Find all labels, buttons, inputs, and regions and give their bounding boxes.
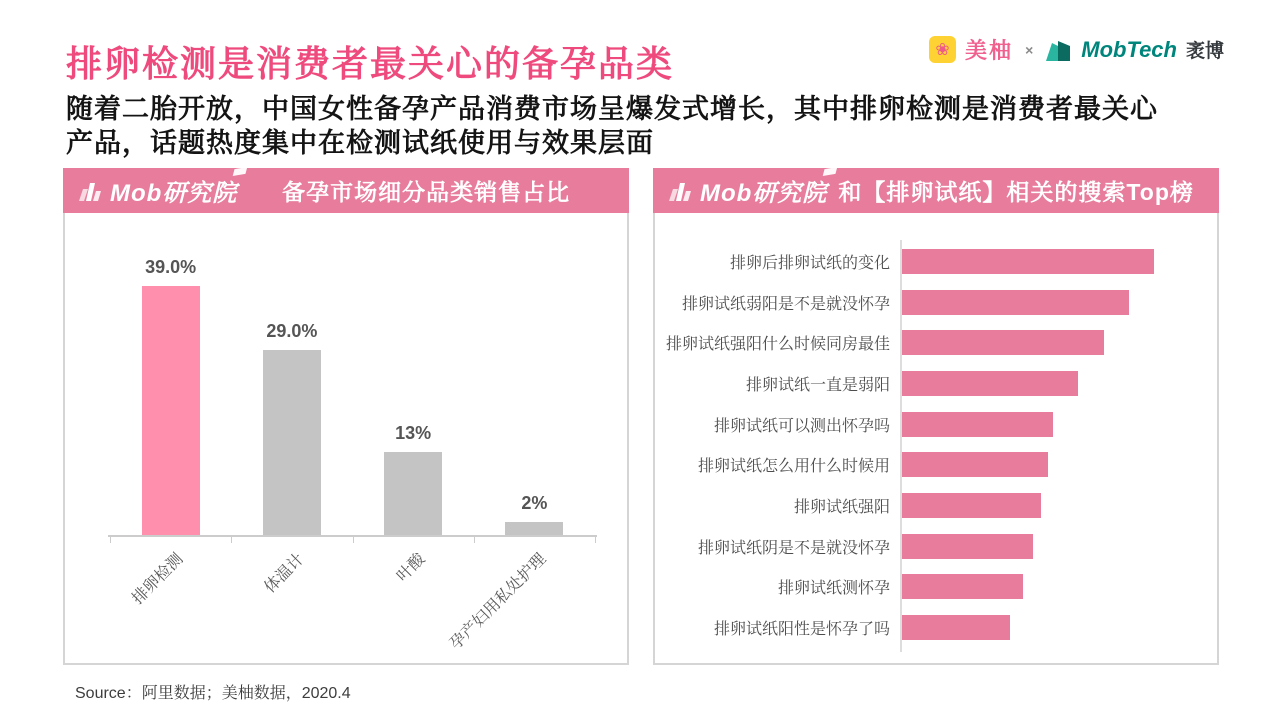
search-row bbox=[655, 404, 1215, 445]
search-label: 排卵试纸弱阳是不是就没怀孕 bbox=[681, 295, 890, 313]
right-panel-body bbox=[653, 213, 1219, 665]
right-panel-header bbox=[653, 168, 1219, 213]
search-bar bbox=[902, 249, 1154, 274]
search-bar bbox=[902, 371, 1078, 396]
search-label: 排卵试纸阳性是怀孕了吗 bbox=[713, 621, 890, 639]
search-bar bbox=[902, 290, 1129, 315]
search-label: 排卵试纸测怀孕 bbox=[777, 580, 890, 598]
bar-value-label: 2% bbox=[521, 493, 548, 513]
left-chart-plot bbox=[110, 213, 595, 654]
source-note: Source：阿里数据；美柚数据，2020.4 bbox=[75, 685, 351, 702]
search-bar bbox=[902, 615, 1010, 640]
bar bbox=[384, 452, 442, 535]
mob-institute-label: Mob研究院 bbox=[700, 180, 828, 207]
search-row bbox=[655, 607, 1215, 648]
axis-tick bbox=[110, 537, 111, 543]
search-label: 排卵试纸强阳 bbox=[793, 498, 890, 516]
search-bar bbox=[902, 412, 1053, 437]
mob-institute-icon bbox=[77, 180, 103, 201]
mob-institute-icon bbox=[667, 180, 693, 201]
search-row bbox=[655, 322, 1215, 363]
mobtech-cn-text: 袤博 bbox=[1185, 41, 1224, 62]
brand-row bbox=[929, 34, 1224, 65]
left-panel-body bbox=[63, 213, 629, 665]
search-label: 排卵试纸强阳什么时候同房最佳 bbox=[665, 336, 890, 354]
search-row bbox=[655, 282, 1215, 323]
search-label: 排卵试纸怎么用什么时候用 bbox=[697, 458, 890, 476]
page-subtitle bbox=[66, 92, 1226, 160]
bar-category-label: 叶酸 bbox=[394, 550, 429, 586]
left-panel-header bbox=[63, 168, 629, 213]
right-panel bbox=[653, 168, 1219, 665]
mob-institute-logo bbox=[667, 173, 827, 208]
search-label: 排卵试纸可以测出怀孕吗 bbox=[713, 417, 890, 435]
bar bbox=[142, 286, 200, 535]
search-row bbox=[655, 567, 1215, 608]
bar-slot bbox=[353, 213, 474, 586]
axis-tick bbox=[474, 537, 475, 543]
search-bar bbox=[902, 534, 1033, 559]
search-row bbox=[655, 363, 1215, 404]
bar-value-label: 29.0% bbox=[266, 321, 318, 341]
search-label: 排卵试纸一直是弱阳 bbox=[745, 376, 890, 394]
bar-category-label: 孕产妇用私处护理 bbox=[447, 550, 550, 654]
search-bar bbox=[902, 493, 1041, 518]
bar-value-label: 39.0% bbox=[145, 257, 197, 277]
bar-value-label: 13% bbox=[395, 423, 432, 443]
right-chart-rows bbox=[655, 241, 1215, 648]
search-label: 排卵试纸阴是不是就没怀孕 bbox=[697, 539, 890, 557]
search-label: 排卵后排卵试纸的变化 bbox=[729, 254, 890, 272]
mob-institute-logo bbox=[77, 173, 237, 208]
search-row bbox=[655, 526, 1215, 567]
search-bar bbox=[902, 574, 1023, 599]
left-panel bbox=[63, 168, 629, 665]
bar-slot bbox=[231, 213, 352, 597]
axis-tick bbox=[353, 537, 354, 543]
page-subtitle-line1: 随着二胎开放，中国女性备孕产品消费市场呈爆发式增长，其中排卵检测是消费者最关心 bbox=[66, 94, 1158, 124]
left-chart-title: 备孕市场细分品类销售占比 bbox=[282, 179, 571, 205]
search-row bbox=[655, 241, 1215, 282]
axis-tick bbox=[231, 537, 232, 543]
search-row bbox=[655, 444, 1215, 485]
bar-slot bbox=[110, 213, 231, 608]
mob-institute-label: Mob研究院 bbox=[110, 180, 238, 207]
left-chart-axis bbox=[108, 535, 597, 537]
mobtech-logo-text: MobTech bbox=[1081, 36, 1177, 62]
brand-cross-separator: × bbox=[1025, 41, 1034, 58]
right-chart-title: 和【排卵试纸】相关的搜索Top榜 bbox=[838, 179, 1194, 205]
mobtech-building-icon bbox=[1045, 38, 1072, 62]
page-title: 排卵检测是消费者最关心的备孕品类 bbox=[66, 43, 675, 84]
bar-category-label: 体温计 bbox=[261, 550, 308, 597]
axis-tick bbox=[595, 537, 596, 543]
search-bar bbox=[902, 452, 1048, 477]
meiyou-logo-text: 美柚 bbox=[965, 38, 1014, 63]
search-row bbox=[655, 485, 1215, 526]
bar-slot bbox=[447, 213, 595, 654]
bar-category-label: 排卵检测 bbox=[128, 550, 187, 608]
bar bbox=[263, 350, 321, 535]
meiyou-flower-icon: ❀ bbox=[929, 36, 956, 63]
search-bar bbox=[902, 330, 1104, 355]
bar bbox=[505, 522, 563, 535]
page-subtitle-line2: 产品，话题热度集中在检测试纸使用与效果层面 bbox=[66, 128, 654, 158]
